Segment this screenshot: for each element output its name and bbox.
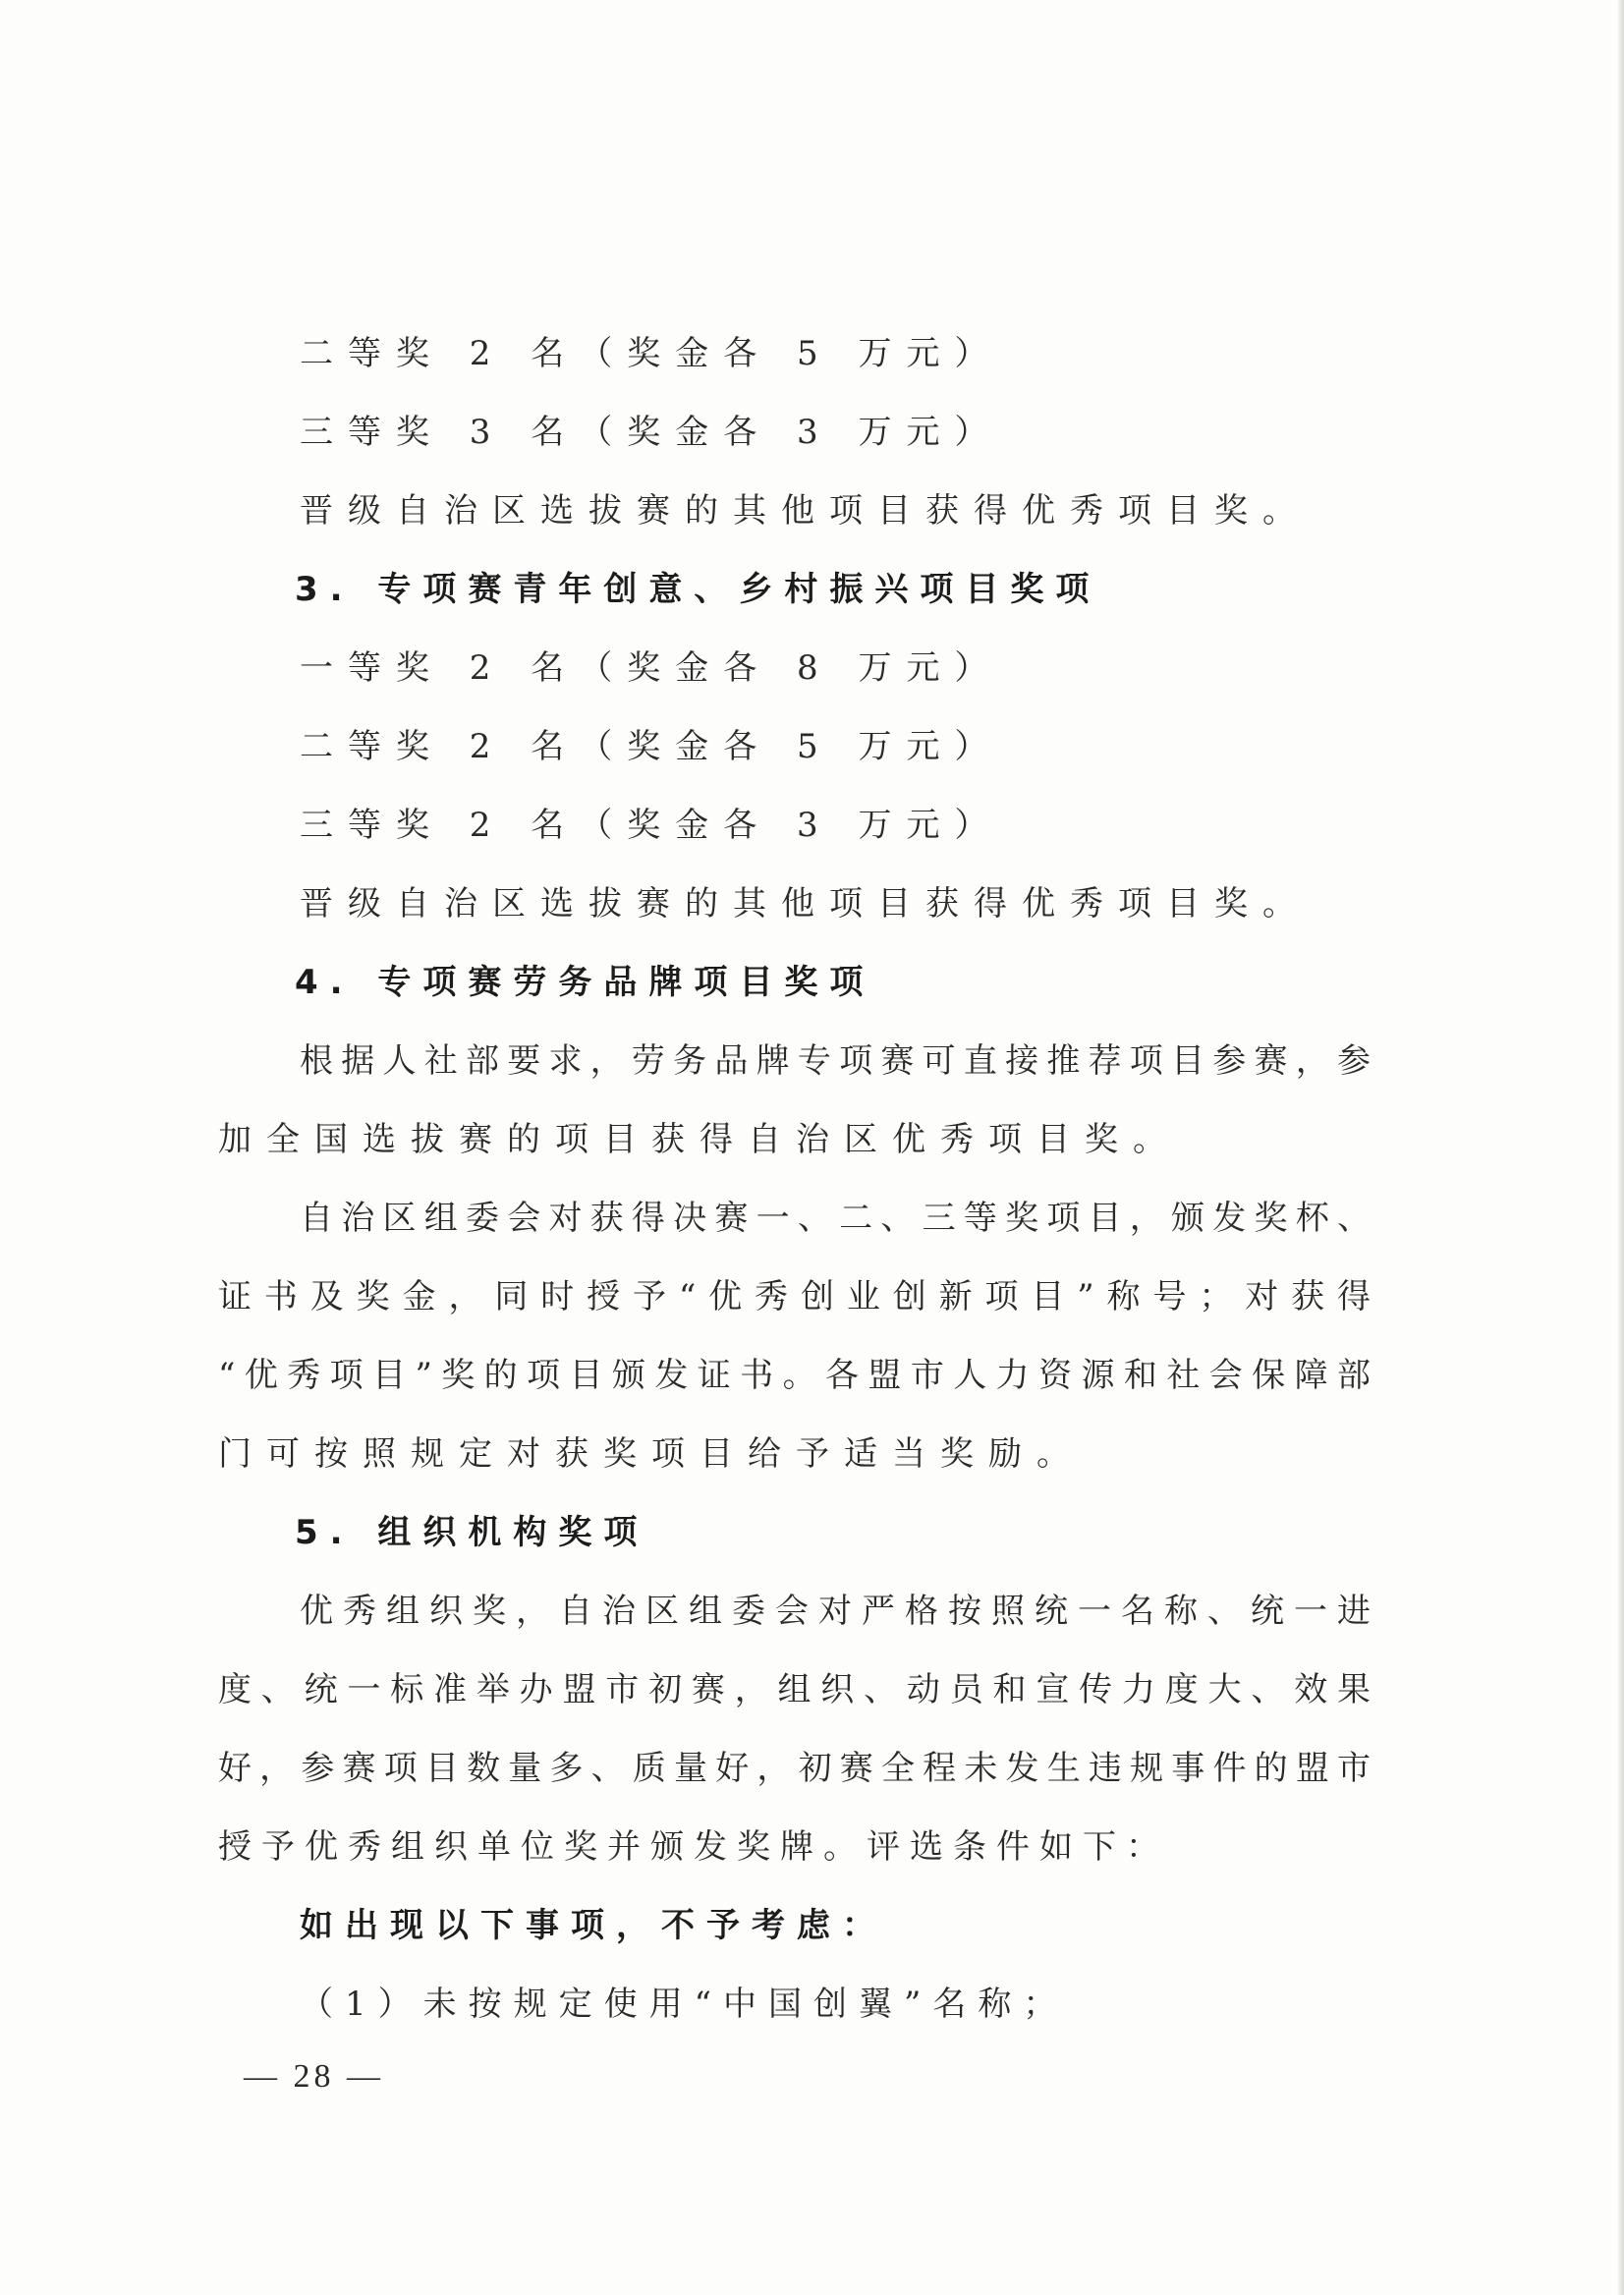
text-line-first-prize: 一等奖 2 名（奖金各 8 万元）: [300, 648, 1003, 688]
paragraph-line: 优秀组织奖，自治区组委会对严格按照统一名称、统一进: [300, 1592, 1371, 1631]
paragraph-line: “优秀项目”奖的项目颁发证书。各盟市人力资源和社会保障部: [218, 1356, 1371, 1395]
section-heading-5: 5. 组织机构奖项: [295, 1513, 649, 1552]
section-heading-4: 4. 专项赛劳务品牌项目奖项: [295, 963, 875, 1002]
page-edge-shadow: [1618, 0, 1624, 2295]
paragraph-line: 好，参赛项目数量多、质量好，初赛全程未发生违规事件的盟市: [218, 1749, 1371, 1788]
paragraph-line: 自治区组委会对获得决赛一、二、三等奖项目，颁发奖杯、: [300, 1199, 1371, 1238]
text-line-second-prize: 二等奖 2 名（奖金各 5 万元）: [300, 334, 1003, 373]
paragraph-line: 度、统一标准举办盟市初赛，组织、动员和宣传力度大、效果: [218, 1670, 1371, 1709]
paragraph-line: 授予优秀组织单位奖并颁发奖牌。评选条件如下：: [218, 1827, 1169, 1867]
paragraph-line: 证书及奖金，同时授予“优秀创业创新项目”称号；对获得: [218, 1277, 1371, 1316]
text-line-third-prize: 三等奖 2 名（奖金各 3 万元）: [300, 806, 1003, 845]
section-heading-3: 3. 专项赛青年创意、乡村振兴项目奖项: [295, 570, 1101, 609]
paragraph-line: 门可按照规定对获奖项目给予适当奖励。: [218, 1434, 1085, 1474]
list-item: （1）未按规定使用“中国创翼”名称；: [300, 1985, 1069, 2024]
text-line-excellent-project: 晋级自治区选拔赛的其他项目获得优秀项目奖。: [300, 884, 1311, 924]
text-line-excellent-project: 晋级自治区选拔赛的其他项目获得优秀项目奖。: [300, 491, 1311, 531]
paragraph-line: 根据人社部要求，劳务品牌专项赛可直接推荐项目参赛，参: [300, 1041, 1371, 1081]
text-line-second-prize: 二等奖 2 名（奖金各 5 万元）: [300, 727, 1003, 766]
page-number: — 28 —: [244, 2058, 384, 2095]
sub-heading-exclusions: 如出现以下事项，不予考虑：: [300, 1906, 887, 1945]
text-line-third-prize: 三等奖 3 名（奖金各 3 万元）: [300, 413, 1003, 452]
paragraph-line: 加全国选拔赛的项目获得自治区优秀项目奖。: [218, 1120, 1181, 1159]
